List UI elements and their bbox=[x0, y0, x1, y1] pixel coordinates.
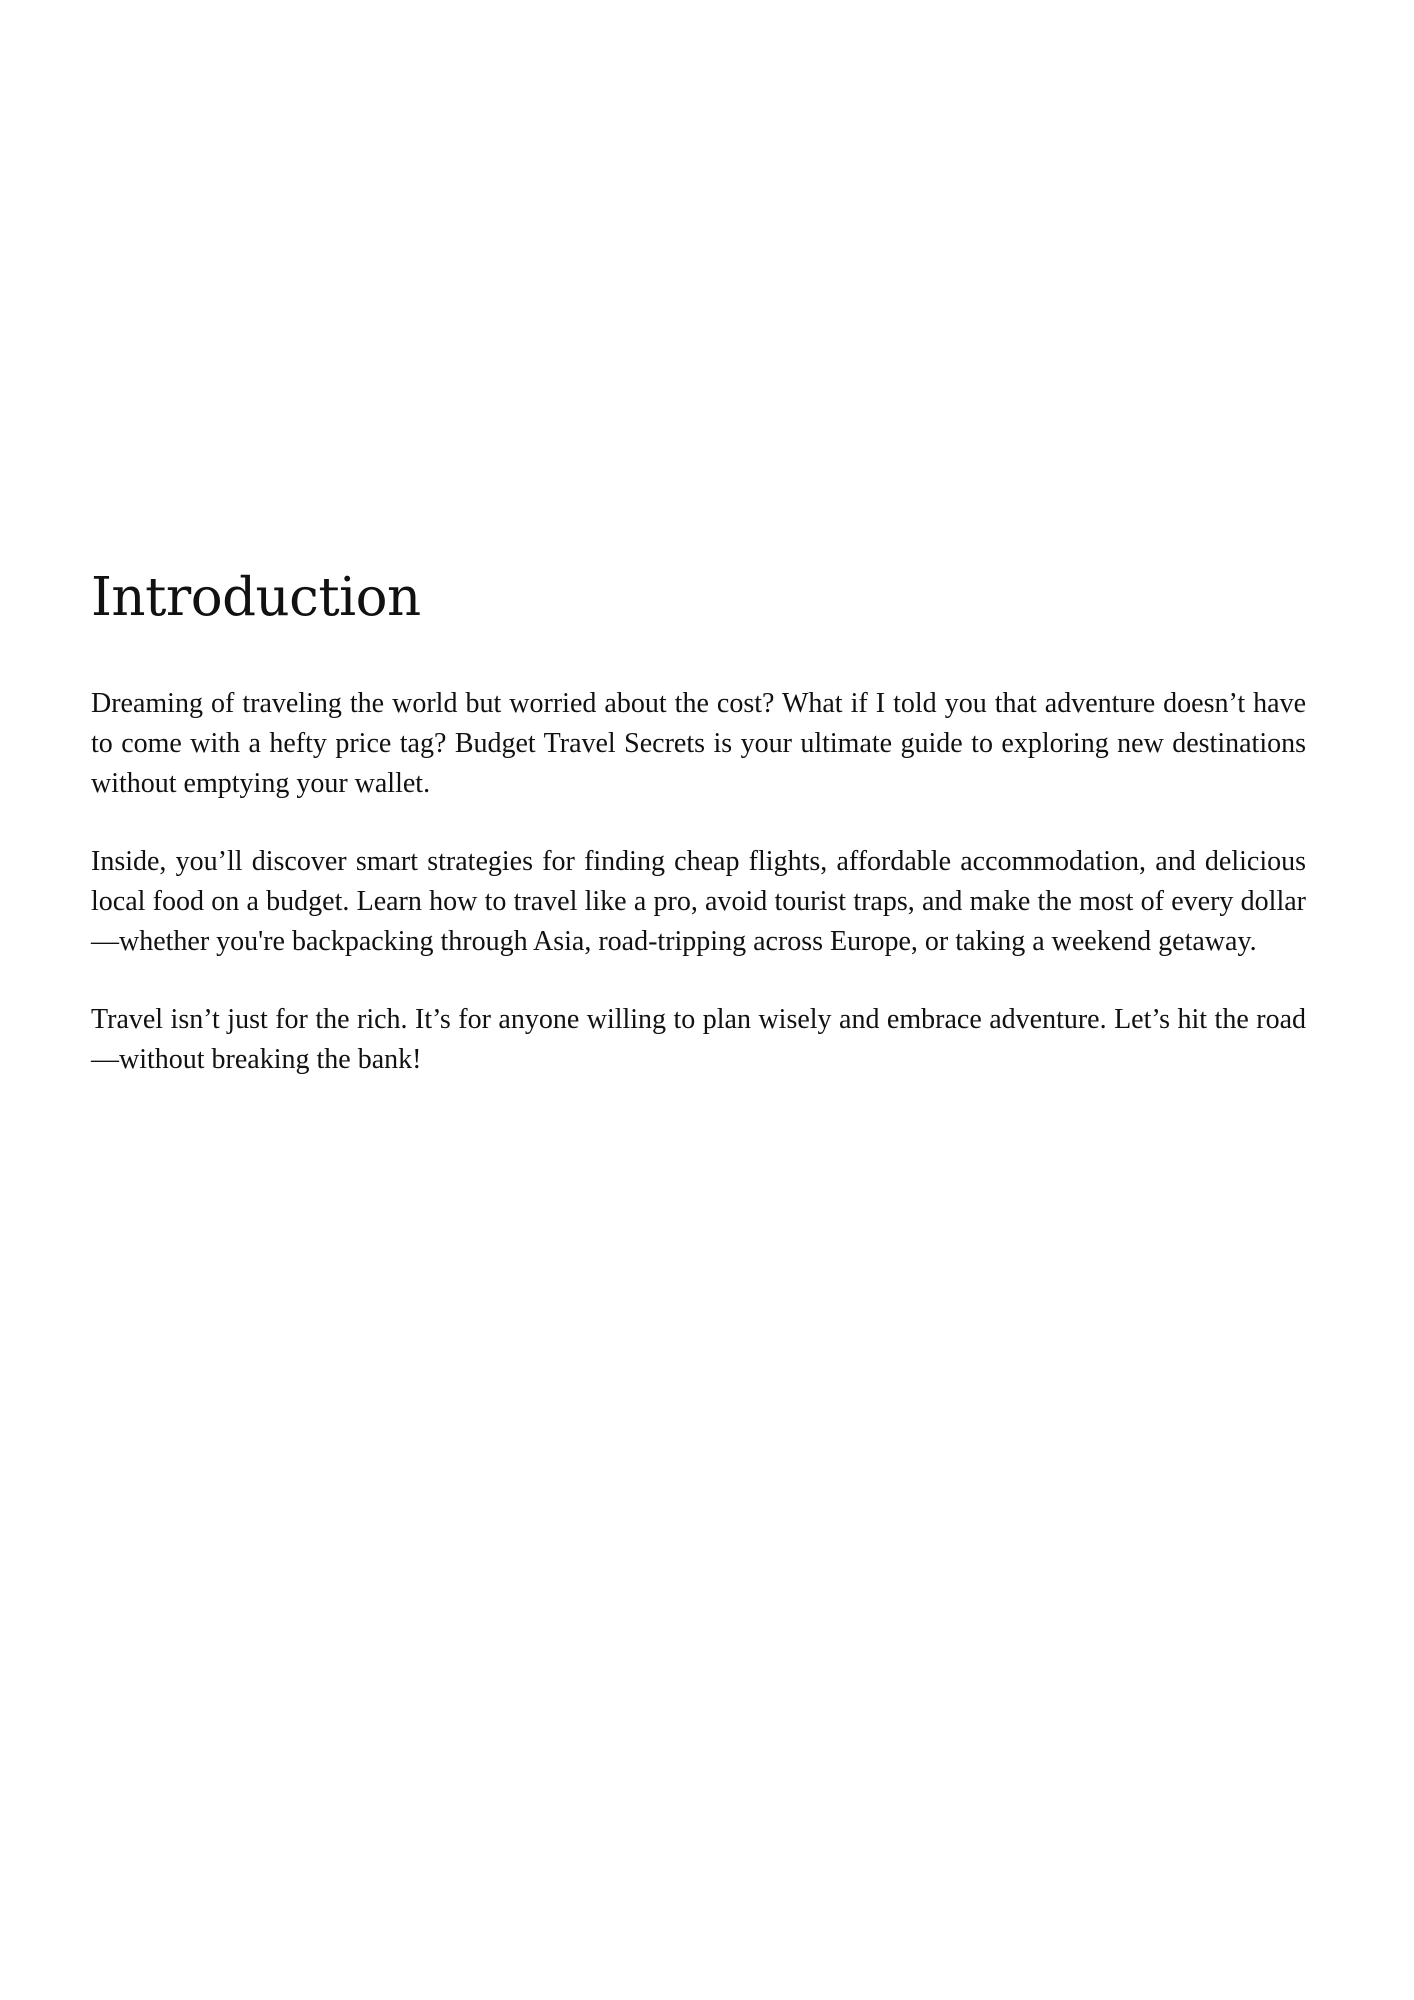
page-content bbox=[91, 560, 1306, 1118]
paragraph-strategies: Inside, you’ll discover smart strategies for finding cheap flights, affordable accommodation, and delicious local food on a budget. Learn how to travel like a pro, avoid tourist traps, and make the most of every dollar—whether you're backpacking through Asia, road-tripping across Europe, or taking a weekend getaway. bbox=[91, 846, 1306, 957]
paragraph-intro: Dreaming of traveling the world but worried about the cost? What if I told you that adventure doesn’t have to come with a hefty price tag? Budget Travel Secrets is your ultimate guide to exploring new destinations without emptying your wallet. bbox=[91, 688, 1306, 799]
page-title: Introduction bbox=[91, 567, 421, 628]
paragraph-closing: Travel isn’t just for the rich. It’s for anyone willing to plan wisely and embrace adventure. Let’s hit the road—without breaking the bank! bbox=[91, 1004, 1306, 1075]
